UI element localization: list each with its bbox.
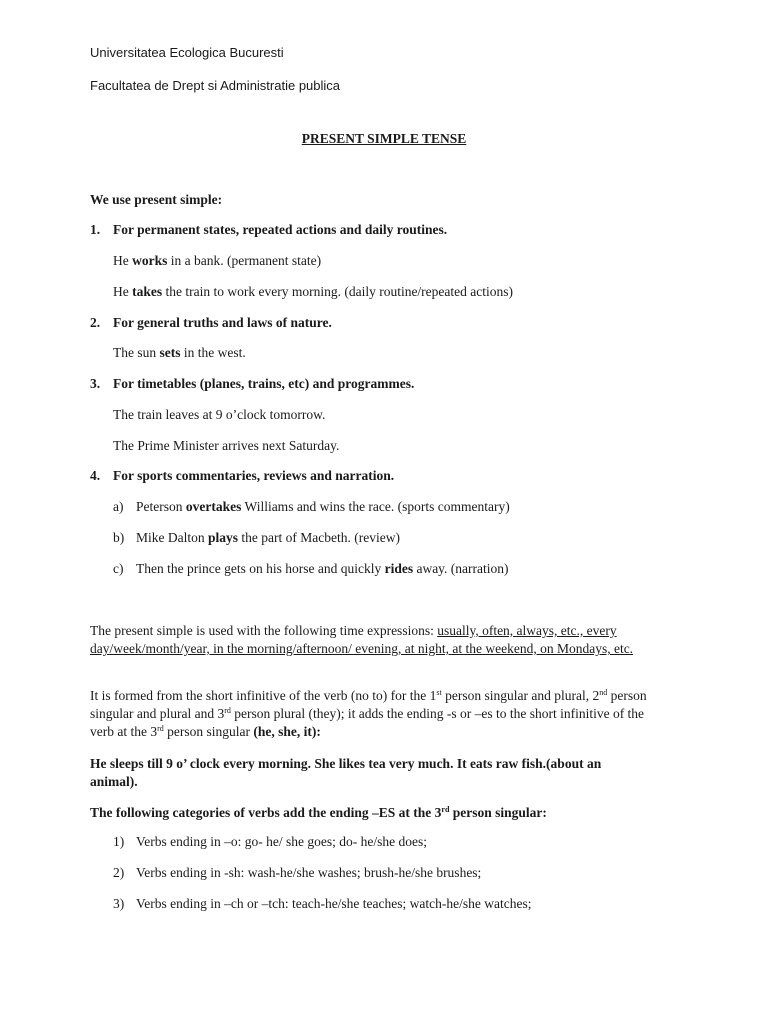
use-1-text: For permanent states, repeated actions and daily routines. [113, 222, 448, 237]
use-1-number: 1. [90, 222, 101, 237]
use-3-number: 3. [90, 376, 101, 391]
intro-line: We use present simple: [90, 192, 223, 207]
use-1-example-2: He takes the train to work every morning. (daily routine/repeated actions) [113, 284, 514, 299]
page-title: PRESENT SIMPLE TENSE [301, 131, 467, 146]
formation-paragraph: It is formed from the short infinitive of the verb (no to) for the 1st person singular and plural, 2nd person singular and plural and 3rd person plural (they); it adds the ending -s or –es to the short infinitive of the verb at the 3rd person singular (he, she, it): [90, 688, 647, 739]
university-name: Universitatea Ecologica Bucuresti [90, 45, 284, 60]
use-3-example-2: The Prime Minister arrives next Saturday. [113, 438, 340, 453]
es-heading: The following categories of verbs add the ending –ES at the 3rd person singular: [90, 805, 547, 820]
bold-examples: He sleeps till 9 o’ clock every morning. She likes tea very much. It eats raw fish.(about an animal). [90, 756, 602, 789]
use-1-example-1: He works in a bank. (permanent state) [113, 253, 322, 268]
use-4-number: 4. [90, 468, 101, 483]
use-3-text: For timetables (planes, trains, etc) and programmes. [113, 376, 415, 391]
use-2-text: For general truths and laws of nature. [113, 315, 332, 330]
faculty-name: Facultatea de Drept si Administratie publica [90, 78, 341, 93]
time-expressions-paragraph: The present simple is used with the following time expressions: usually, often, always, etc., every day/week/month/year, in the morning/afternoon/ evening, at night, at the weekend, on Mondays, etc. [90, 623, 634, 656]
use-2-number: 2. [90, 315, 101, 330]
document-page: Universitatea Ecologica Bucuresti Facultatea de Drept si Administratie publica PRESENT SIMPLE TENSE We use present simple: 1. For permanent states, repeated actions and daily routines. He works in a bank. (permanent state) He takes the train to work every morning. (daily routine/repeated actions) 2. For general truths and laws of nature. The sun sets in the west. 3. For timetables (planes, trains, etc) and programmes. The train leaves at 9 o’clock tomorrow. The Prime Minister arrives next Saturday. 4. For sports commentaries, reviews and narration. a) Peterson overtakes Williams and wins the race. (sports commentary) b) Mike Dalton plays the part of Macbeth. (review) c) Then the prince gets on his horse and quickly rides away. (narration) The present simple is used with the following time expressions: usually, often, always, etc., every day/week/month/year, in the morning/afternoon/ evening, at night, at the weekend, on Mondays, etc. It is formed from the short infinitive of the verb (no to) for the 1st person singular and plural, 2nd person singular and plural and 3rd person plural (they); it adds the ending -s or –es to the short infinitive of the verb at the 3rd person singular (he, she, it): He sleeps till 9 o’ clock every morning. She likes tea very much. It eats raw fish.(about an animal). The following categories of verbs add the ending –ES at the 3rd person singular: 1) Verbs ending in –o: go- he/ she goes; do- he/she does; 2) Verbs ending in -sh: wash-he/she washes; brush-he/she brushes; 3) Verbs ending in –ch or –tch: teach-he/she teaches; watch-he/she watches; [0, 0, 768, 1024]
use-3-example-1: The train leaves at 9 o’clock tomorrow. [113, 407, 326, 422]
use-2-example-1: The sun sets in the west. [113, 345, 246, 360]
use-4-text: For sports commentaries, reviews and narration. [113, 468, 395, 483]
